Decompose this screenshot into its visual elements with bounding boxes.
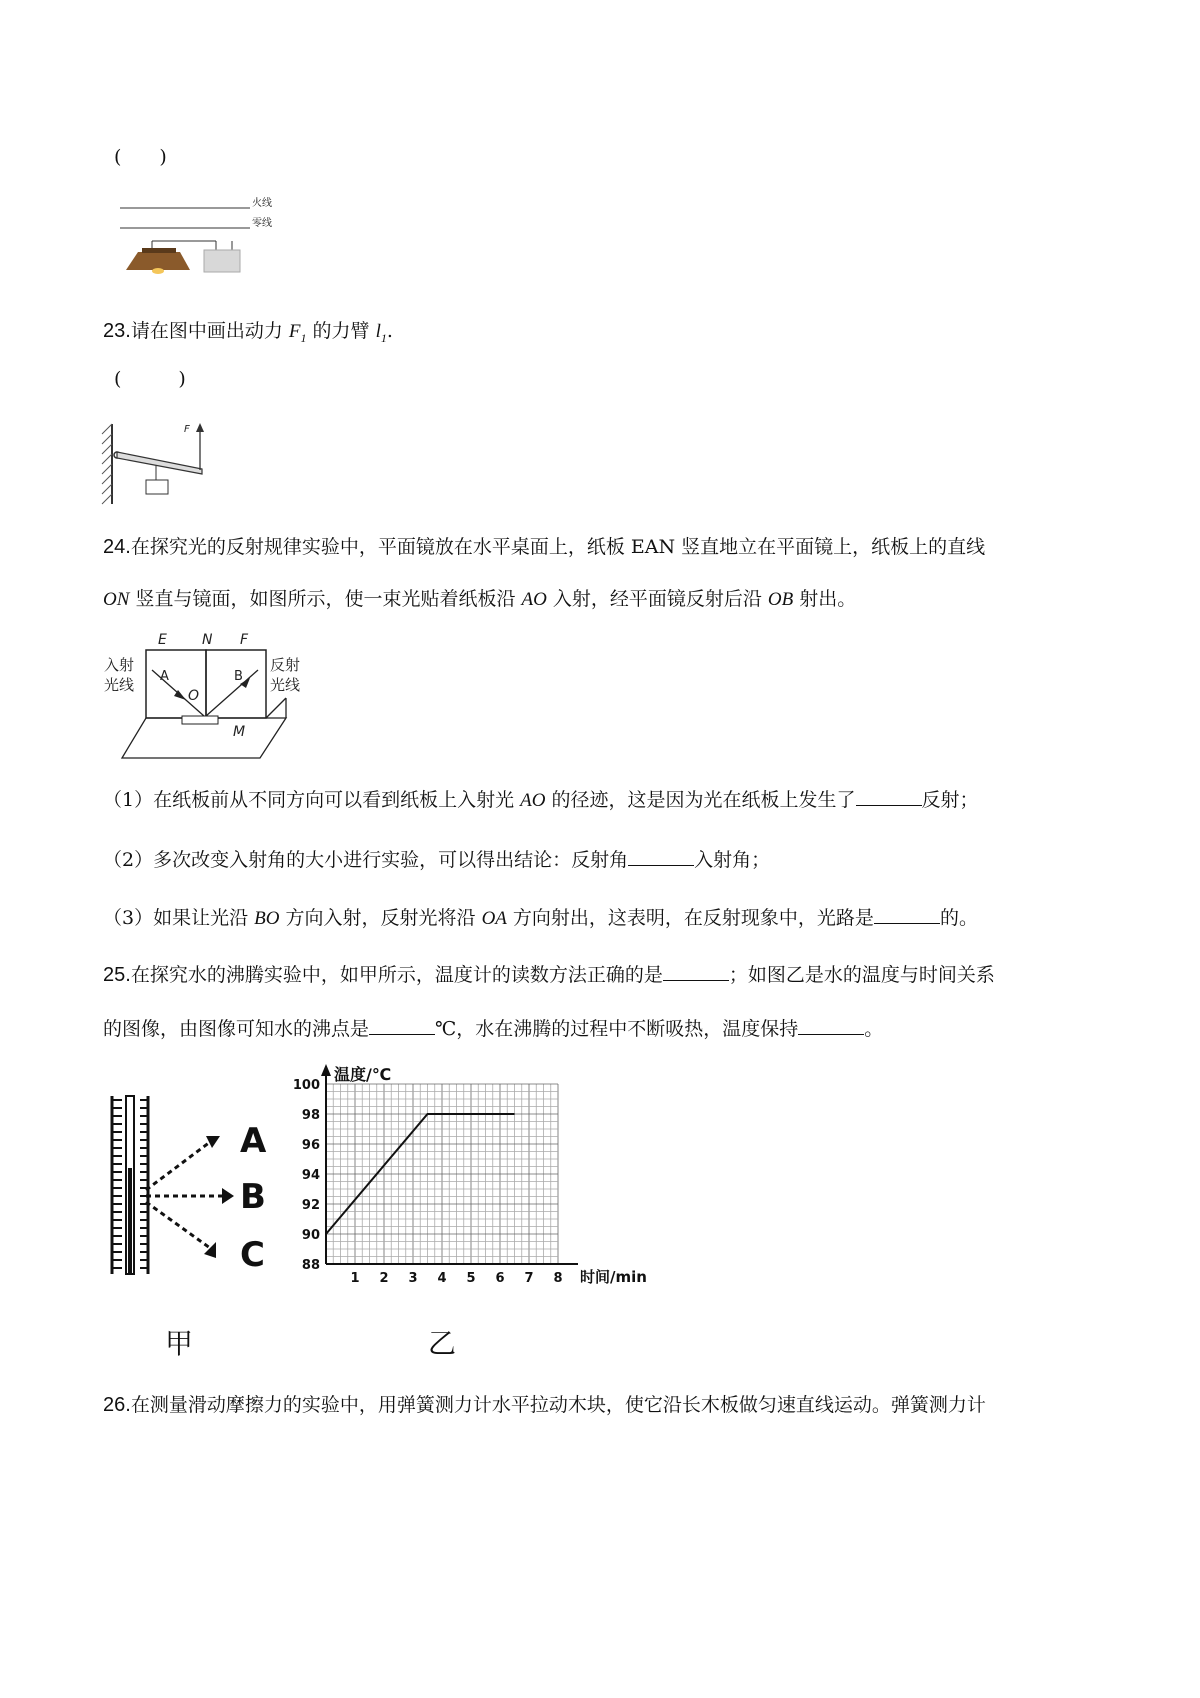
x-tick-label: 5 [466, 1271, 476, 1286]
x-axis-label: 时间/min [580, 1268, 647, 1286]
thermometer-figure [104, 1090, 294, 1280]
temperature-time-chart [290, 1064, 670, 1294]
q25-line2: 的图像，由图像可知水的沸点是 ℃，水在沸腾的过程中不断吸热，温度保持 。 [103, 1018, 884, 1040]
svg-text:光线: 光线 [270, 676, 301, 694]
caption-yi: 乙 [428, 1327, 457, 1360]
q26-line1: 26.在测量滑动摩擦力的实验中，用弹簧测力计水平拉动木块，使它沿长木板做匀速直线运动。弹簧测力计 [103, 1394, 986, 1416]
answer-blank[interactable] [874, 905, 940, 924]
q23-question: 23.请在图中画出动力 $F_1$ 的力臂 $l_1$. [103, 320, 393, 345]
force-label: F [184, 424, 190, 435]
q23-lever-figure [100, 420, 220, 510]
x-tick-label: 6 [495, 1271, 505, 1286]
option-b-label: B [240, 1177, 266, 1217]
y-tick-label: 90 [301, 1228, 320, 1243]
q22-answer-paren: ( ) [114, 146, 167, 168]
answer-blank[interactable] [369, 1016, 435, 1035]
svg-text:A: A [160, 669, 169, 684]
q23-answer-paren: ( ) [114, 368, 186, 390]
x-tick-label: 3 [408, 1271, 418, 1286]
answer-blank[interactable] [628, 847, 694, 866]
y-tick-label: 88 [301, 1258, 320, 1273]
y-tick-label: 92 [301, 1198, 320, 1213]
chart-grid [326, 1084, 558, 1264]
answer-blank[interactable] [798, 1016, 864, 1035]
q24-sub3: （3）如果让光沿 BO 方向入射，反射光将沿 OA 方向射出，这表明，在反射现象中，光路是 的。 [103, 907, 978, 929]
q24-reflection-figure [100, 628, 340, 768]
option-a-label: A [240, 1121, 267, 1161]
x-tick-label: 7 [524, 1271, 534, 1286]
live-wire-label: 火线 [252, 198, 272, 209]
option-c-label: C [240, 1235, 265, 1275]
switch-icon [204, 250, 240, 272]
answer-blank[interactable] [663, 962, 729, 981]
y-tick-label: 94 [301, 1168, 320, 1183]
y-tick-label: 100 [292, 1078, 320, 1093]
q24-sub2: （2）多次改变入射角的大小进行实验，可以得出结论：反射角 入射角； [103, 849, 771, 871]
lamp-icon [126, 252, 190, 270]
svg-text:N: N [202, 632, 213, 648]
y-axis-arrow [321, 1064, 331, 1076]
x-tick-label: 1 [350, 1271, 360, 1286]
x-tick-label: 4 [437, 1271, 447, 1286]
q22-circuit-figure [112, 190, 292, 282]
neutral-wire-label: 零线 [252, 218, 272, 229]
svg-text:反射: 反射 [270, 656, 301, 674]
svg-text:O: O [188, 688, 200, 704]
q24-line1: 24.在探究光的反射规律实验中，平面镜放在水平桌面上，纸板 EAN 竖直地立在平面镜上，纸板上的直线 [103, 536, 986, 558]
answer-blank[interactable] [856, 787, 922, 806]
svg-text:光线: 光线 [104, 676, 135, 694]
q25-line1: 25.在探究水的沸腾实验中，如甲所示，温度计的读数方法正确的是 ；如图乙是水的温度与时间关系 [103, 964, 995, 986]
x-tick-label: 2 [379, 1271, 389, 1286]
svg-text:B: B [234, 669, 243, 684]
caption-jia: 甲 [165, 1327, 194, 1360]
y-tick-label: 98 [301, 1108, 320, 1123]
svg-text:F: F [240, 632, 249, 648]
y-axis-label: 温度/℃ [334, 1065, 392, 1084]
y-tick-label: 96 [301, 1138, 320, 1153]
svg-text:入射: 入射 [104, 656, 135, 674]
svg-text:E: E [158, 632, 167, 648]
q24-line2: ON 竖直与镜面，如图所示，使一束光贴着纸板沿 AO 入射，经平面镜反射后沿 OB 射出。 [103, 588, 857, 610]
x-tick-label: 8 [553, 1271, 563, 1286]
q24-sub1: （1）在纸板前从不同方向可以看到纸板上入射光 AO 的径迹，这是因为光在纸板上发生了 反射； [103, 789, 979, 811]
svg-text:M: M [233, 724, 246, 740]
